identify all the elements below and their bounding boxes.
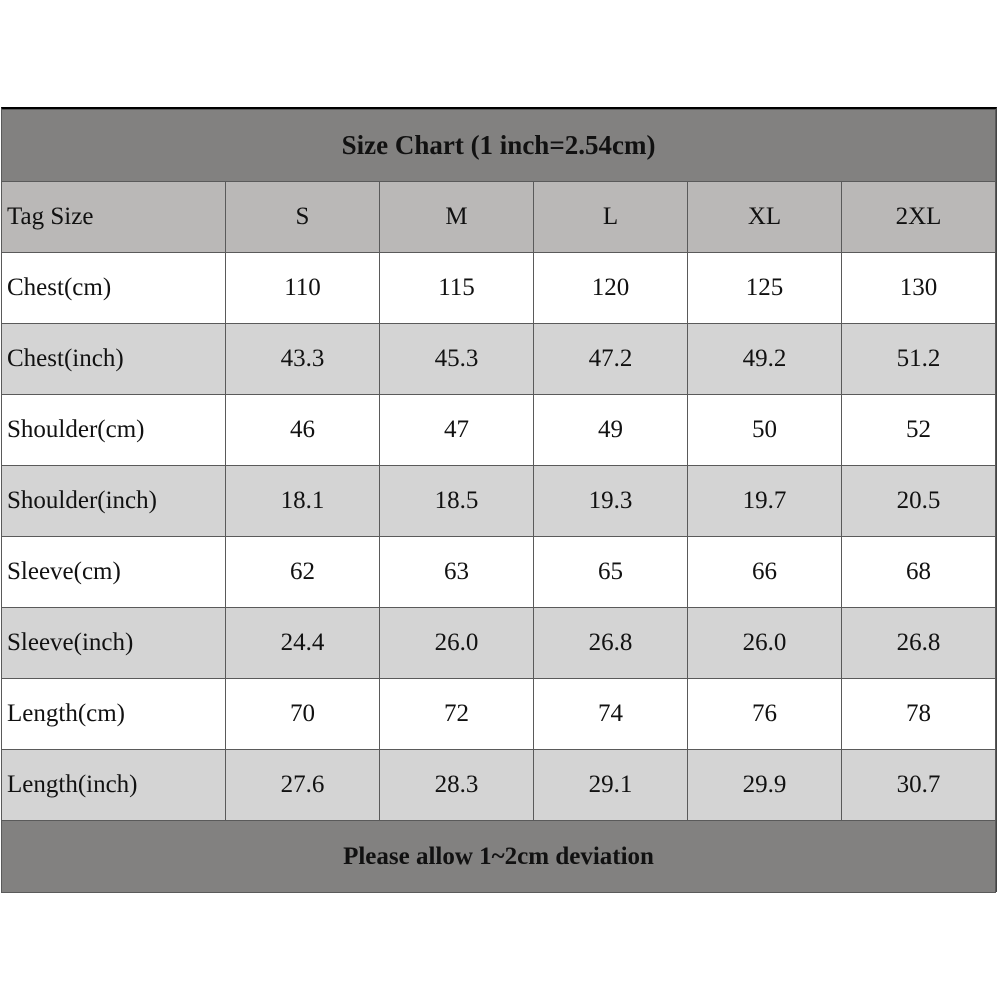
- cell: 52: [842, 395, 996, 466]
- table-row: [2, 750, 996, 821]
- cell: 68: [842, 537, 996, 608]
- cell: 18.1: [226, 466, 380, 537]
- cell: 50: [688, 395, 842, 466]
- row-label: Length(cm): [2, 679, 226, 750]
- cell: 47: [380, 395, 534, 466]
- table-row: [2, 679, 996, 750]
- cell: 18.5: [380, 466, 534, 537]
- footer-row: [2, 821, 996, 893]
- table-row: [2, 324, 996, 395]
- size-m-header: M: [380, 182, 534, 253]
- cell: 24.4: [226, 608, 380, 679]
- table-row: [2, 253, 996, 324]
- cell: 29.9: [688, 750, 842, 821]
- cell: 19.7: [688, 466, 842, 537]
- cell: 45.3: [380, 324, 534, 395]
- cell: 110: [226, 253, 380, 324]
- cell: 125: [688, 253, 842, 324]
- row-label: Sleeve(cm): [2, 537, 226, 608]
- cell: 65: [534, 537, 688, 608]
- cell: 49: [534, 395, 688, 466]
- cell: 47.2: [534, 324, 688, 395]
- table-row: [2, 608, 996, 679]
- cell: 130: [842, 253, 996, 324]
- cell: 115: [380, 253, 534, 324]
- size-l-header: L: [534, 182, 688, 253]
- cell: 72: [380, 679, 534, 750]
- row-label: Sleeve(inch): [2, 608, 226, 679]
- cell: 74: [534, 679, 688, 750]
- chart-title: Size Chart (1 inch=2.54cm): [2, 110, 996, 182]
- cell: 26.8: [534, 608, 688, 679]
- cell: 49.2: [688, 324, 842, 395]
- cell: 51.2: [842, 324, 996, 395]
- row-label: Chest(cm): [2, 253, 226, 324]
- header-row: [2, 182, 996, 253]
- row-label: Shoulder(cm): [2, 395, 226, 466]
- cell: 26.0: [688, 608, 842, 679]
- cell: 28.3: [380, 750, 534, 821]
- size-2xl-header: 2XL: [842, 182, 996, 253]
- cell: 20.5: [842, 466, 996, 537]
- cell: 29.1: [534, 750, 688, 821]
- row-label: Length(inch): [2, 750, 226, 821]
- cell: 76: [688, 679, 842, 750]
- cell: 26.8: [842, 608, 996, 679]
- cell: 70: [226, 679, 380, 750]
- row-label: Shoulder(inch): [2, 466, 226, 537]
- cell: 66: [688, 537, 842, 608]
- size-xl-header: XL: [688, 182, 842, 253]
- cell: 19.3: [534, 466, 688, 537]
- header-label: Tag Size: [2, 182, 226, 253]
- table-row: [2, 466, 996, 537]
- size-chart-table: [1, 109, 996, 893]
- cell: 120: [534, 253, 688, 324]
- cell: 46: [226, 395, 380, 466]
- cell: 26.0: [380, 608, 534, 679]
- cell: 43.3: [226, 324, 380, 395]
- title-row: [2, 110, 996, 182]
- cell: 30.7: [842, 750, 996, 821]
- cell: 63: [380, 537, 534, 608]
- deviation-note: Please allow 1~2cm deviation: [2, 821, 996, 893]
- size-s-header: S: [226, 182, 380, 253]
- row-label: Chest(inch): [2, 324, 226, 395]
- cell: 27.6: [226, 750, 380, 821]
- cell: 78: [842, 679, 996, 750]
- table-row: [2, 537, 996, 608]
- cell: 62: [226, 537, 380, 608]
- table-row: [2, 395, 996, 466]
